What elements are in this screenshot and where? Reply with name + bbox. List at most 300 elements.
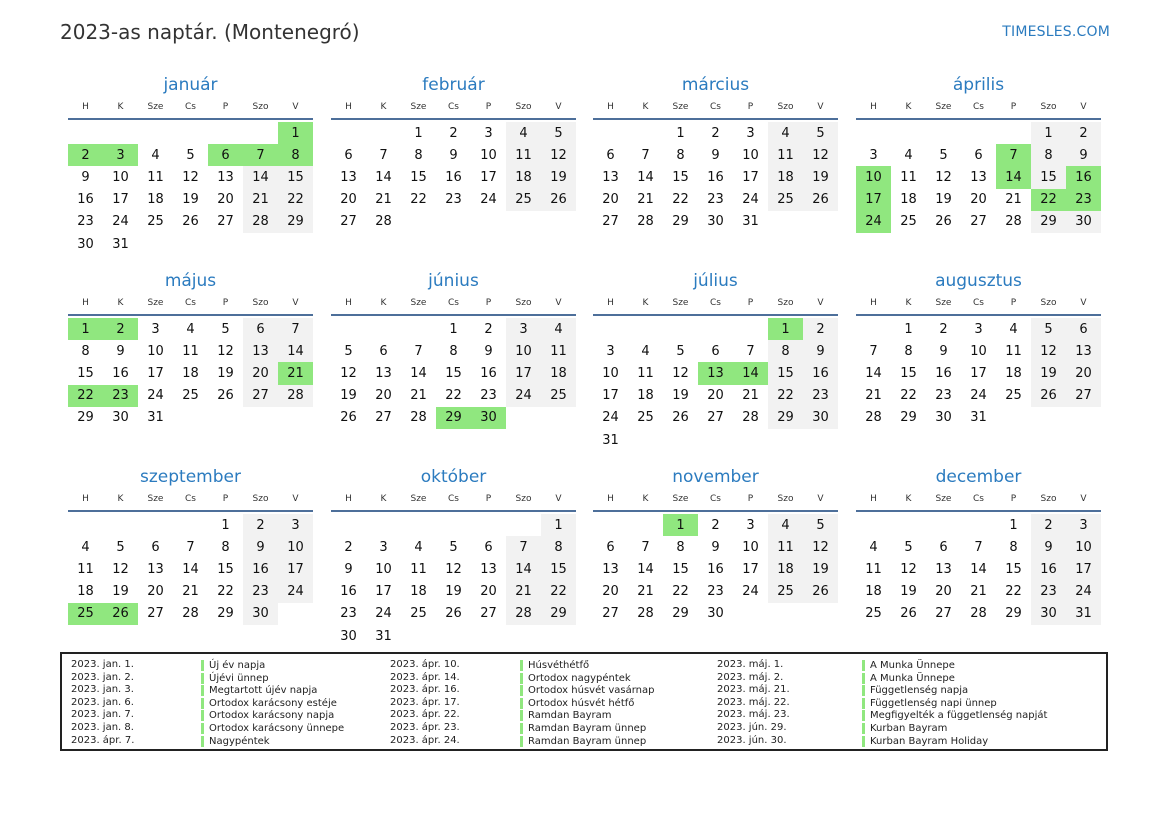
weekday-label: K xyxy=(905,102,912,112)
empty-cell xyxy=(401,318,436,340)
holiday-day: 25 xyxy=(68,603,103,625)
weekday-header xyxy=(68,488,313,512)
day-cell: 14 xyxy=(637,169,654,185)
day-cell: 6 xyxy=(344,147,353,163)
day-cell: 11 xyxy=(900,169,917,185)
day-cell: 7 xyxy=(506,536,541,558)
day-cell: 18 xyxy=(637,388,654,404)
day-cell: 30 xyxy=(243,603,278,625)
day-cell: 8 xyxy=(1009,539,1018,555)
day-cell: 21 xyxy=(865,388,882,404)
holiday-date: 2023. máj. 23. xyxy=(717,709,790,721)
day-cell: 11 xyxy=(637,365,654,381)
empty-cell xyxy=(593,318,628,340)
empty-cell xyxy=(961,514,996,536)
day-cell: 3 xyxy=(746,125,755,141)
page-title: 2023-as naptár. (Montenegró) xyxy=(60,20,360,44)
day-grid xyxy=(593,318,838,451)
holiday-day: 1 xyxy=(278,122,313,144)
day-cell: 18 xyxy=(865,584,882,600)
day-cell: 18 xyxy=(182,365,199,381)
weekday-label: K xyxy=(905,298,912,308)
day-cell: 30 xyxy=(803,407,838,429)
day-grid xyxy=(331,318,576,429)
holiday-day: 29 xyxy=(436,407,471,429)
day-cell: 11 xyxy=(506,144,541,166)
empty-cell xyxy=(208,122,243,144)
day-cell: 10 xyxy=(970,343,987,359)
day-cell: 3 xyxy=(1066,514,1101,536)
day-cell: 29 xyxy=(672,214,689,230)
day-cell: 13 xyxy=(480,561,497,577)
weekday-label: K xyxy=(117,298,124,308)
day-cell: 11 xyxy=(541,340,576,362)
month-november xyxy=(593,466,838,625)
weekday-label: Szo xyxy=(515,494,532,504)
day-cell: 12 xyxy=(340,365,357,381)
holiday-name: Ramdan Bayram ünnep xyxy=(520,723,646,734)
holiday-name: Nagypéntek xyxy=(201,736,270,747)
holiday-day: 16 xyxy=(1066,166,1101,188)
holiday-date: 2023. máj. 1. xyxy=(717,659,784,670)
day-cell: 12 xyxy=(803,536,838,558)
day-cell: 20 xyxy=(243,362,278,384)
weekday-label: V xyxy=(292,494,299,504)
day-cell: 15 xyxy=(77,365,94,381)
day-cell: 4 xyxy=(81,539,90,555)
day-cell: 26 xyxy=(340,410,357,426)
day-cell: 30 xyxy=(935,410,952,426)
day-cell: 28 xyxy=(506,603,541,625)
day-cell: 12 xyxy=(900,561,917,577)
day-cell: 21 xyxy=(243,189,278,211)
day-cell: 31 xyxy=(970,410,987,426)
month-name: január xyxy=(163,75,218,95)
day-cell: 6 xyxy=(606,147,615,163)
weekday-header xyxy=(856,488,1101,512)
weekday-label: Sze xyxy=(935,298,952,308)
day-cell: 7 xyxy=(746,343,755,359)
weekday-label: Cs xyxy=(710,298,721,308)
weekday-label: H xyxy=(82,494,89,504)
day-grid xyxy=(593,514,838,625)
holiday-date: 2023. ápr. 24. xyxy=(390,734,460,746)
holiday-name: Ortodox húsvét vasárnap xyxy=(520,685,654,696)
day-cell: 15 xyxy=(410,169,427,185)
empty-cell xyxy=(471,514,506,536)
day-cell: 30 xyxy=(112,410,129,426)
day-cell: 23 xyxy=(77,214,94,230)
day-cell: 27 xyxy=(602,214,619,230)
day-cell: 6 xyxy=(1066,318,1101,340)
day-cell: 9 xyxy=(939,343,948,359)
holiday-date: 2023. máj. 21. xyxy=(717,684,790,696)
empty-cell xyxy=(961,122,996,144)
day-cell: 24 xyxy=(602,410,619,426)
day-cell: 10 xyxy=(112,169,129,185)
day-cell: 31 xyxy=(112,236,129,252)
month-április xyxy=(856,74,1101,233)
weekday-label: Cs xyxy=(973,298,984,308)
day-cell: 11 xyxy=(865,561,882,577)
day-cell: 16 xyxy=(935,365,952,381)
day-cell: 5 xyxy=(221,321,230,337)
day-cell: 29 xyxy=(672,606,689,622)
day-cell: 5 xyxy=(541,122,576,144)
day-cell: 26 xyxy=(935,214,952,230)
empty-cell xyxy=(138,122,173,144)
day-cell: 26 xyxy=(217,388,234,404)
day-cell: 27 xyxy=(935,606,952,622)
holiday-name: Ortodox nagypéntek xyxy=(520,673,631,684)
day-cell: 21 xyxy=(410,388,427,404)
day-cell: 5 xyxy=(939,147,948,163)
day-cell: 1 xyxy=(414,125,423,141)
day-cell: 22 xyxy=(410,192,427,208)
empty-cell xyxy=(996,122,1031,144)
day-cell: 14 xyxy=(970,561,987,577)
day-cell: 21 xyxy=(182,584,199,600)
day-cell: 5 xyxy=(904,539,913,555)
day-cell: 21 xyxy=(970,584,987,600)
day-cell: 21 xyxy=(742,388,759,404)
holiday-name: Megtartott újév napja xyxy=(201,685,317,696)
month-december xyxy=(856,466,1101,625)
day-cell: 26 xyxy=(182,214,199,230)
holiday-day: 13 xyxy=(698,362,733,384)
day-cell: 20 xyxy=(375,388,392,404)
day-cell: 31 xyxy=(742,214,759,230)
holiday-day: 8 xyxy=(278,144,313,166)
day-cell: 3 xyxy=(869,147,878,163)
day-cell: 18 xyxy=(77,584,94,600)
weekday-label: Cs xyxy=(710,102,721,112)
day-cell: 28 xyxy=(243,211,278,233)
empty-cell xyxy=(68,122,103,144)
day-cell: 20 xyxy=(707,388,724,404)
day-cell: 30 xyxy=(1066,211,1101,233)
holiday-date: 2023. ápr. 7. xyxy=(71,734,135,746)
month-name: február xyxy=(422,75,485,95)
holiday-name: Ramdan Bayram xyxy=(520,710,611,721)
day-cell: 20 xyxy=(1066,362,1101,384)
day-cell: 19 xyxy=(672,388,689,404)
day-cell: 15 xyxy=(768,362,803,384)
brand-link[interactable]: TIMESLES.COM xyxy=(1002,24,1110,40)
holiday-name: Ortodox karácsony estéje xyxy=(201,698,337,709)
weekday-label: H xyxy=(870,494,877,504)
holiday-date: 2023. máj. 2. xyxy=(717,671,784,683)
empty-cell xyxy=(331,318,366,340)
day-grid xyxy=(331,514,576,647)
day-cell: 29 xyxy=(900,410,917,426)
month-name: július xyxy=(693,271,738,291)
weekday-header xyxy=(68,96,313,120)
empty-cell xyxy=(628,122,663,144)
day-cell: 11 xyxy=(1005,343,1022,359)
holiday-name: Kurban Bayram Holiday xyxy=(862,736,988,747)
day-cell: 5 xyxy=(344,343,353,359)
weekday-label: K xyxy=(380,494,387,504)
day-cell: 10 xyxy=(742,147,759,163)
day-cell: 14 xyxy=(410,365,427,381)
day-cell: 6 xyxy=(379,343,388,359)
day-cell: 2 xyxy=(243,514,278,536)
empty-cell xyxy=(401,514,436,536)
weekday-label: H xyxy=(345,494,352,504)
day-cell: 18 xyxy=(768,166,803,188)
weekday-label: Sze xyxy=(410,298,427,308)
day-cell: 6 xyxy=(711,343,720,359)
empty-cell xyxy=(103,514,138,536)
weekday-header xyxy=(331,488,576,512)
day-cell: 27 xyxy=(480,606,497,622)
day-cell: 24 xyxy=(742,192,759,208)
day-cell: 4 xyxy=(768,122,803,144)
holiday-day: 7 xyxy=(243,144,278,166)
day-cell: 1 xyxy=(221,517,230,533)
empty-cell xyxy=(698,318,733,340)
weekday-label: V xyxy=(817,102,824,112)
day-cell: 2 xyxy=(711,517,720,533)
day-cell: 12 xyxy=(803,144,838,166)
holiday-day: 10 xyxy=(856,166,891,188)
day-cell: 23 xyxy=(445,192,462,208)
day-cell: 27 xyxy=(375,410,392,426)
day-cell: 6 xyxy=(484,539,493,555)
holiday-day: 14 xyxy=(996,166,1031,188)
day-cell: 16 xyxy=(243,558,278,580)
holiday-name: Ortodox karácsony napja xyxy=(201,710,334,721)
holiday-name: Megfigyelték a függetlenség napját xyxy=(862,710,1047,721)
day-cell: 25 xyxy=(147,214,164,230)
day-cell: 12 xyxy=(541,144,576,166)
day-cell: 10 xyxy=(602,365,619,381)
weekday-label: Sze xyxy=(147,102,164,112)
day-cell: 29 xyxy=(1005,606,1022,622)
day-cell: 10 xyxy=(506,340,541,362)
weekday-label: P xyxy=(485,298,492,308)
holiday-date: 2023. ápr. 14. xyxy=(390,671,460,683)
day-cell: 4 xyxy=(506,122,541,144)
weekday-label: Cs xyxy=(973,102,984,112)
holiday-date: 2023. jan. 1. xyxy=(71,659,134,670)
holiday-day: 21 xyxy=(278,362,313,384)
holiday-day: 3 xyxy=(103,144,138,166)
day-cell: 15 xyxy=(672,169,689,185)
day-cell: 26 xyxy=(1031,385,1066,407)
day-cell: 11 xyxy=(147,169,164,185)
holiday-name: A Munka Ünnepe xyxy=(862,673,955,684)
day-cell: 8 xyxy=(449,343,458,359)
day-cell: 3 xyxy=(484,125,493,141)
weekday-label: H xyxy=(345,102,352,112)
day-cell: 5 xyxy=(186,147,195,163)
day-cell: 24 xyxy=(506,385,541,407)
day-cell: 3 xyxy=(278,514,313,536)
weekday-header xyxy=(593,96,838,120)
day-cell: 15 xyxy=(672,561,689,577)
day-cell: 22 xyxy=(672,584,689,600)
day-cell: 18 xyxy=(1005,365,1022,381)
day-cell: 9 xyxy=(243,536,278,558)
empty-cell xyxy=(173,122,208,144)
month-name: október xyxy=(420,467,487,487)
empty-cell xyxy=(593,514,628,536)
day-cell: 22 xyxy=(768,385,803,407)
day-cell: 4 xyxy=(541,318,576,340)
day-cell: 30 xyxy=(340,628,357,644)
day-cell: 27 xyxy=(1066,385,1101,407)
day-cell: 15 xyxy=(541,558,576,580)
weekday-label: Szo xyxy=(252,298,269,308)
day-cell: 22 xyxy=(278,189,313,211)
day-cell: 19 xyxy=(445,584,462,600)
day-cell: 17 xyxy=(480,169,497,185)
day-cell: 16 xyxy=(707,169,724,185)
day-cell: 31 xyxy=(375,628,392,644)
weekday-label: Cs xyxy=(185,494,196,504)
day-cell: 28 xyxy=(970,606,987,622)
day-cell: 9 xyxy=(711,539,720,555)
empty-cell xyxy=(663,318,698,340)
day-cell: 23 xyxy=(935,388,952,404)
holiday-day: 23 xyxy=(1066,189,1101,211)
weekday-label: Szo xyxy=(252,102,269,112)
weekday-label: K xyxy=(642,298,649,308)
weekday-label: H xyxy=(345,298,352,308)
day-cell: 16 xyxy=(445,169,462,185)
day-cell: 10 xyxy=(742,539,759,555)
empty-cell xyxy=(593,122,628,144)
day-cell: 1 xyxy=(676,125,685,141)
day-cell: 8 xyxy=(414,147,423,163)
weekday-label: Cs xyxy=(448,102,459,112)
empty-cell xyxy=(173,514,208,536)
holiday-day: 1 xyxy=(768,318,803,340)
weekday-label: P xyxy=(747,494,754,504)
day-cell: 27 xyxy=(602,606,619,622)
day-cell: 25 xyxy=(1005,388,1022,404)
day-cell: 17 xyxy=(742,561,759,577)
day-cell: 7 xyxy=(641,147,650,163)
weekday-label: K xyxy=(380,102,387,112)
day-cell: 4 xyxy=(414,539,423,555)
day-cell: 28 xyxy=(182,606,199,622)
day-cell: 6 xyxy=(939,539,948,555)
day-cell: 8 xyxy=(768,340,803,362)
day-cell: 22 xyxy=(445,388,462,404)
day-cell: 1 xyxy=(1031,122,1066,144)
day-cell: 21 xyxy=(637,584,654,600)
day-cell: 6 xyxy=(243,318,278,340)
day-cell: 31 xyxy=(1066,603,1101,625)
empty-cell xyxy=(891,514,926,536)
empty-cell xyxy=(366,318,401,340)
empty-cell xyxy=(366,514,401,536)
weekday-label: H xyxy=(607,494,614,504)
day-grid xyxy=(856,122,1101,233)
holiday-day: 6 xyxy=(208,144,243,166)
weekday-label: H xyxy=(607,102,614,112)
holiday-day: 23 xyxy=(103,385,138,407)
day-cell: 19 xyxy=(803,166,838,188)
day-cell: 28 xyxy=(637,214,654,230)
day-cell: 2 xyxy=(484,321,493,337)
day-cell: 1 xyxy=(1009,517,1018,533)
day-cell: 1 xyxy=(449,321,458,337)
month-name: november xyxy=(672,467,759,487)
day-cell: 16 xyxy=(480,365,497,381)
day-cell: 3 xyxy=(606,343,615,359)
weekday-label: P xyxy=(1010,102,1017,112)
month-július xyxy=(593,270,838,451)
day-cell: 27 xyxy=(243,385,278,407)
day-cell: 31 xyxy=(602,432,619,448)
weekday-label: H xyxy=(870,298,877,308)
day-cell: 26 xyxy=(900,606,917,622)
day-cell: 27 xyxy=(217,214,234,230)
holiday-day: 22 xyxy=(68,385,103,407)
empty-cell xyxy=(926,514,961,536)
weekday-header xyxy=(593,292,838,316)
day-cell: 23 xyxy=(707,192,724,208)
weekday-label: Szo xyxy=(1040,494,1057,504)
day-cell: 6 xyxy=(974,147,983,163)
day-cell: 17 xyxy=(112,192,129,208)
day-cell: 7 xyxy=(278,318,313,340)
month-name: szeptember xyxy=(140,467,241,487)
day-cell: 11 xyxy=(768,536,803,558)
day-cell: 13 xyxy=(602,169,619,185)
day-cell: 4 xyxy=(869,539,878,555)
day-cell: 12 xyxy=(935,169,952,185)
day-cell: 15 xyxy=(278,166,313,188)
day-cell: 25 xyxy=(506,189,541,211)
day-cell: 22 xyxy=(217,584,234,600)
day-cell: 9 xyxy=(711,147,720,163)
day-cell: 22 xyxy=(1005,584,1022,600)
day-cell: 5 xyxy=(1031,318,1066,340)
holiday-date: 2023. jún. 29. xyxy=(717,721,787,733)
weekday-label: Sze xyxy=(935,102,952,112)
day-cell: 16 xyxy=(707,561,724,577)
day-cell: 19 xyxy=(935,192,952,208)
holiday-name: Újévi ünnep xyxy=(201,673,269,684)
day-cell: 10 xyxy=(480,147,497,163)
day-cell: 2 xyxy=(449,125,458,141)
day-grid xyxy=(68,318,313,429)
day-cell: 24 xyxy=(742,584,759,600)
day-cell: 18 xyxy=(541,362,576,384)
weekday-label: Cs xyxy=(710,494,721,504)
weekday-label: V xyxy=(555,102,562,112)
day-cell: 10 xyxy=(278,536,313,558)
holiday-date: 2023. ápr. 22. xyxy=(390,709,460,721)
weekday-label: Szo xyxy=(515,102,532,112)
day-cell: 25 xyxy=(410,606,427,622)
day-cell: 12 xyxy=(182,169,199,185)
weekday-label: Cs xyxy=(185,298,196,308)
day-cell: 7 xyxy=(379,147,388,163)
day-cell: 11 xyxy=(77,561,94,577)
holiday-day: 2 xyxy=(68,144,103,166)
day-cell: 19 xyxy=(1031,362,1066,384)
holiday-day: 24 xyxy=(856,211,891,233)
day-cell: 9 xyxy=(344,561,353,577)
month-február xyxy=(331,74,576,233)
weekday-label: Cs xyxy=(973,494,984,504)
